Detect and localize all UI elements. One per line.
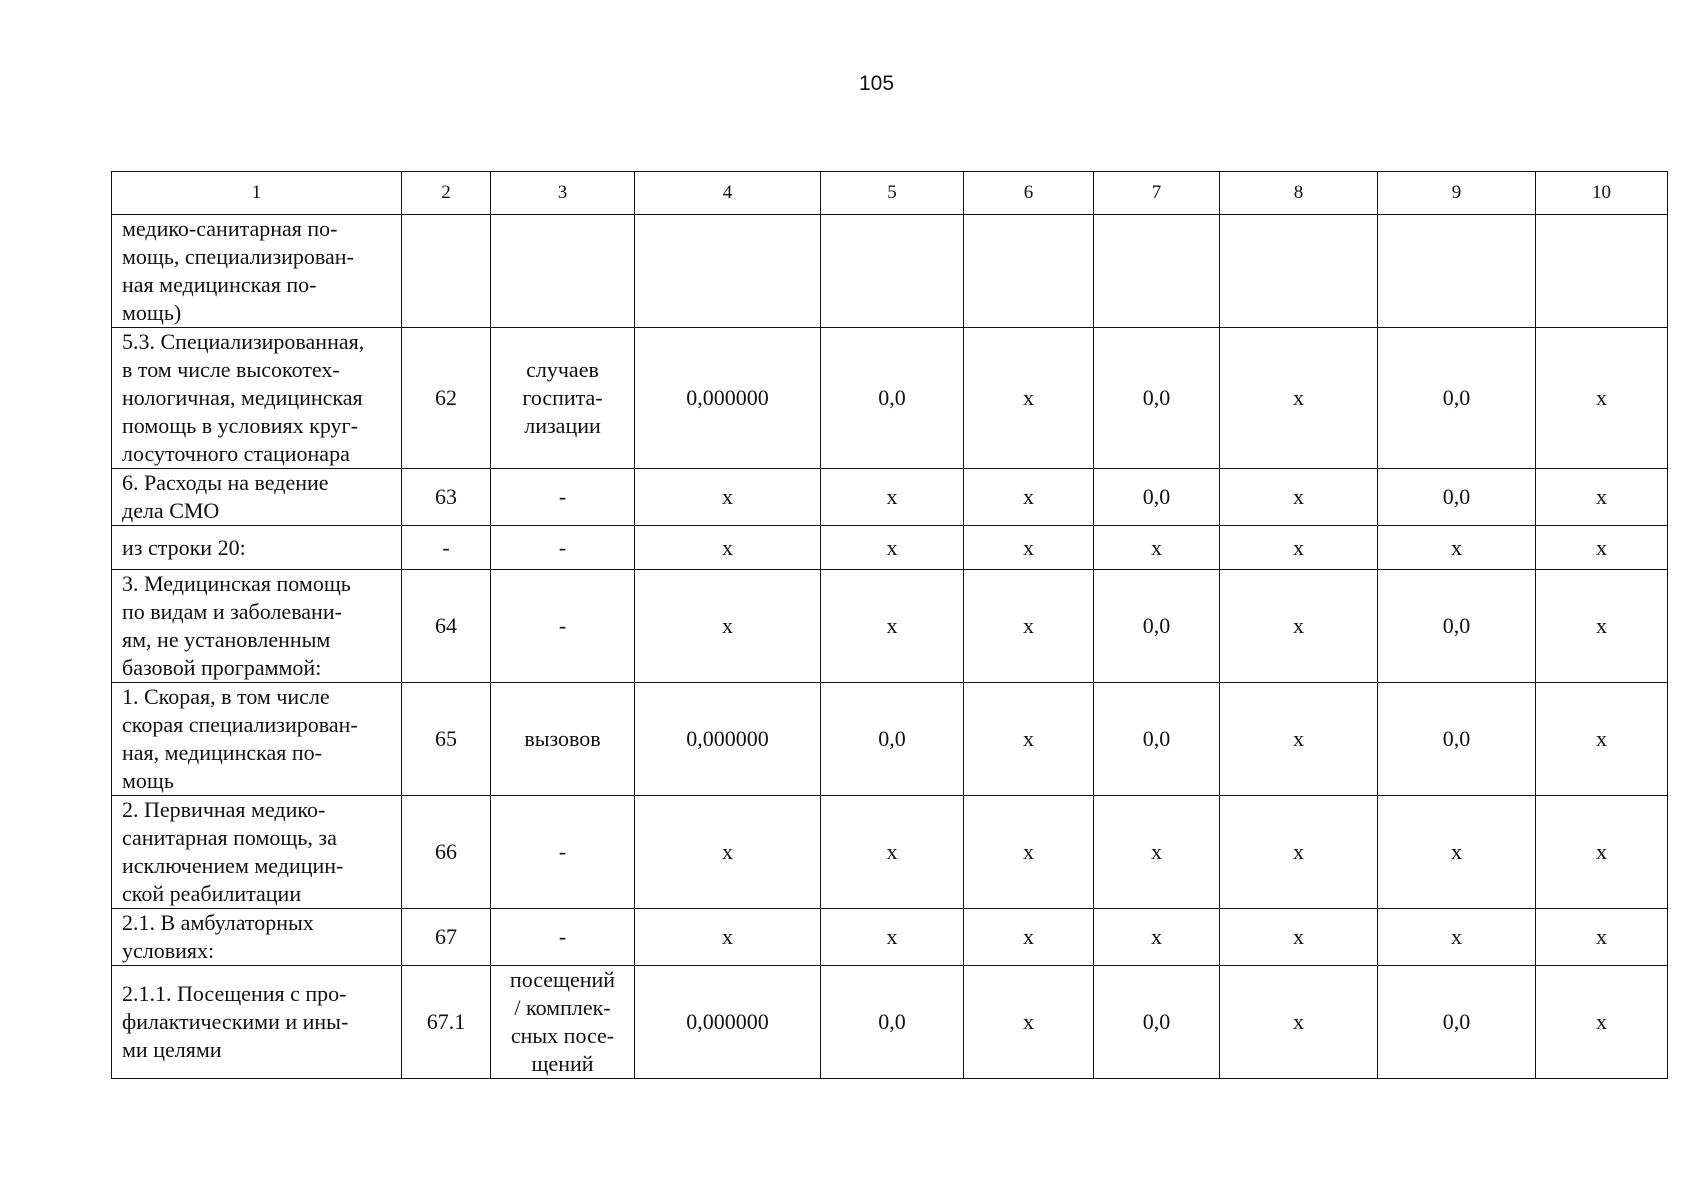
unit-cell [491, 215, 635, 328]
table-row [112, 469, 1668, 526]
value-cell: x [1220, 570, 1378, 683]
table-row [112, 570, 1668, 683]
row-label: 5.3. Специализированная, в том числе высокотех- нологичная, медицинская помощь в условиях круг- лосуточного стационара [112, 328, 402, 469]
value-cell [964, 215, 1094, 328]
value-cell: x [821, 469, 964, 526]
data-table [111, 171, 1668, 1079]
value-cell: x [1220, 526, 1378, 570]
column-header: 7 [1094, 172, 1220, 215]
page-number: 105 [858, 72, 895, 95]
row-code-cell: 67.1 [402, 966, 491, 1079]
unit-cell: - [491, 526, 635, 570]
column-number-row [112, 172, 1668, 215]
value-cell: x [1536, 328, 1668, 469]
value-cell: 0,000000 [635, 966, 821, 1079]
row-code-cell: 67 [402, 909, 491, 966]
unit-cell: случаев госпита- лизации [491, 328, 635, 469]
value-cell: 0,0 [1378, 328, 1536, 469]
value-cell: x [964, 966, 1094, 1079]
value-cell: x [1094, 526, 1220, 570]
row-code-cell: - [402, 526, 491, 570]
value-cell: x [1536, 966, 1668, 1079]
table-body [112, 215, 1668, 1079]
value-cell: 0,000000 [635, 683, 821, 796]
row-label: 3. Медицинская помощь по видам и заболевани- ям, не установленным базовой программой: [112, 570, 402, 683]
value-cell: 0,0 [1378, 570, 1536, 683]
value-cell: x [1378, 796, 1536, 909]
value-cell: 0,0 [1094, 469, 1220, 526]
value-cell: x [1536, 570, 1668, 683]
value-cell: 0,0 [1094, 570, 1220, 683]
value-cell [821, 215, 964, 328]
value-cell: 0,0 [1378, 469, 1536, 526]
value-cell: 0,0 [821, 683, 964, 796]
value-cell: x [635, 526, 821, 570]
row-label: 6. Расходы на ведение дела СМО [112, 469, 402, 526]
value-cell: x [964, 469, 1094, 526]
table-row [112, 909, 1668, 966]
value-cell: x [635, 570, 821, 683]
value-cell: 0,0 [1094, 683, 1220, 796]
value-cell [1378, 215, 1536, 328]
value-cell: x [821, 796, 964, 909]
value-cell: x [635, 796, 821, 909]
value-cell: x [821, 909, 964, 966]
value-cell: x [964, 570, 1094, 683]
value-cell: x [1536, 526, 1668, 570]
column-header: 9 [1378, 172, 1536, 215]
value-cell: 0,0 [1378, 683, 1536, 796]
value-cell: 0,000000 [635, 328, 821, 469]
row-code-cell: 62 [402, 328, 491, 469]
unit-cell: - [491, 796, 635, 909]
value-cell: x [1220, 469, 1378, 526]
value-cell: x [1536, 469, 1668, 526]
unit-cell: - [491, 469, 635, 526]
value-cell: x [1220, 909, 1378, 966]
row-code-cell: 63 [402, 469, 491, 526]
table-row [112, 526, 1668, 570]
value-cell: x [821, 570, 964, 683]
row-label: из строки 20: [112, 526, 402, 570]
row-code-cell: 65 [402, 683, 491, 796]
value-cell: 0,0 [1378, 966, 1536, 1079]
value-cell: x [1094, 909, 1220, 966]
row-label: 2.1. В амбулаторных условиях: [112, 909, 402, 966]
row-label: 2.1.1. Посещения с про- филактическими и ины- ми целями [112, 966, 402, 1079]
table-row [112, 796, 1668, 909]
value-cell: 0,0 [1094, 328, 1220, 469]
value-cell: x [635, 469, 821, 526]
value-cell: 0,0 [821, 328, 964, 469]
value-cell: x [1220, 683, 1378, 796]
column-header: 10 [1536, 172, 1668, 215]
row-code-cell: 64 [402, 570, 491, 683]
value-cell: x [964, 796, 1094, 909]
unit-cell: - [491, 909, 635, 966]
value-cell: x [1536, 683, 1668, 796]
value-cell: 0,0 [1094, 966, 1220, 1079]
value-cell: x [964, 526, 1094, 570]
table-row [112, 683, 1668, 796]
unit-cell: посещений / комплек- сных посе- щений [491, 966, 635, 1079]
value-cell: x [1220, 796, 1378, 909]
table-row [112, 328, 1668, 469]
value-cell: x [1220, 966, 1378, 1079]
row-code-cell: 66 [402, 796, 491, 909]
row-label: 2. Первичная медико- санитарная помощь, за исключением медицин- ской реабилитации [112, 796, 402, 909]
column-header: 5 [821, 172, 964, 215]
value-cell [635, 215, 821, 328]
unit-cell: вызовов [491, 683, 635, 796]
column-header: 2 [402, 172, 491, 215]
value-cell: x [964, 683, 1094, 796]
table-row [112, 215, 1668, 328]
column-header: 1 [112, 172, 402, 215]
value-cell [1094, 215, 1220, 328]
value-cell: x [964, 909, 1094, 966]
value-cell: x [635, 909, 821, 966]
value-cell: x [1220, 328, 1378, 469]
value-cell [1536, 215, 1668, 328]
value-cell: x [1536, 796, 1668, 909]
row-label: медико-санитарная по- мощь, специализирован- ная медицинская по- мощь) [112, 215, 402, 328]
column-header: 3 [491, 172, 635, 215]
value-cell: x [1378, 526, 1536, 570]
unit-cell: - [491, 570, 635, 683]
value-cell: x [1094, 796, 1220, 909]
value-cell [1220, 215, 1378, 328]
value-cell: x [821, 526, 964, 570]
row-label: 1. Скорая, в том числе скорая специализирован- ная, медицинская по- мощь [112, 683, 402, 796]
table-row [112, 966, 1668, 1079]
value-cell: x [1378, 909, 1536, 966]
row-code-cell [402, 215, 491, 328]
column-header: 6 [964, 172, 1094, 215]
value-cell: 0,0 [821, 966, 964, 1079]
value-cell: x [1536, 909, 1668, 966]
column-header: 4 [635, 172, 821, 215]
column-header: 8 [1220, 172, 1378, 215]
value-cell: x [964, 328, 1094, 469]
